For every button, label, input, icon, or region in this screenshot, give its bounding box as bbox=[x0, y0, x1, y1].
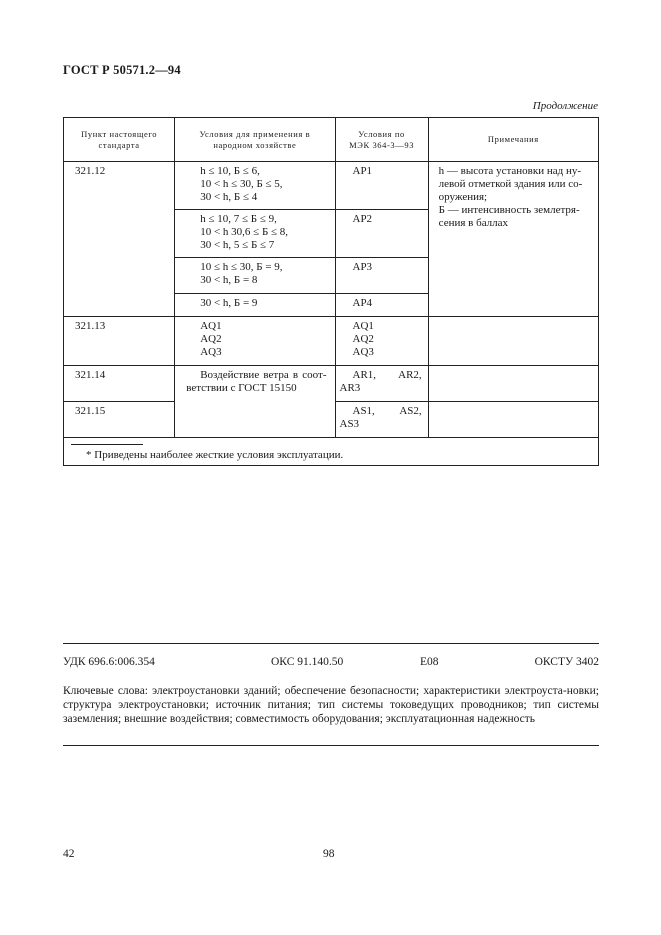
code-line: AR1, AR2, bbox=[352, 369, 422, 381]
table-row bbox=[64, 162, 599, 210]
condition-line: 10 ≤ h ≤ 30, Б = 9, bbox=[200, 261, 283, 273]
notes-cell bbox=[428, 162, 598, 317]
code-line: AQ3 bbox=[352, 346, 374, 358]
document-title: ГОСТ Р 50571.2—94 bbox=[63, 63, 181, 77]
condition-line: h ≤ 10, Б ≤ 6, bbox=[200, 165, 260, 177]
code-line: AR3 bbox=[339, 382, 361, 394]
condition-line: 30 < h, 5 ≤ Б ≤ 7 bbox=[200, 239, 275, 251]
code-cell bbox=[335, 402, 428, 438]
header-clause: Пункт настоящего стандарта bbox=[64, 118, 175, 162]
bottom-divider bbox=[63, 745, 599, 746]
clause-cell: 321.13 bbox=[64, 317, 175, 366]
header-notes: Примечания bbox=[428, 118, 598, 162]
condition-line: 30 < h, Б ≤ 4 bbox=[200, 191, 258, 203]
condition-line: ветствии с ГОСТ 15150 bbox=[186, 382, 297, 394]
conditions-cell bbox=[175, 294, 335, 317]
continuation-label: Продолжение bbox=[532, 100, 598, 112]
clause-cell: 321.14 bbox=[64, 366, 175, 402]
code-cell bbox=[335, 317, 428, 366]
conditions-cell bbox=[175, 317, 335, 366]
conditions-cell bbox=[175, 210, 335, 258]
requirements-table bbox=[63, 117, 599, 466]
table-header-row bbox=[64, 118, 599, 162]
condition-line: h ≤ 10, 7 ≤ Б ≤ 9, bbox=[200, 213, 277, 225]
footnote-text: * Приведены наиболее жесткие условия эксплуатации. bbox=[86, 449, 344, 461]
conditions-cell bbox=[175, 366, 335, 438]
note-line: сения в баллах bbox=[438, 217, 509, 229]
condition-line: AQ2 bbox=[200, 333, 222, 345]
keywords-paragraph: Ключевые слова: электроустановки зданий; обеспечение безопасности; характеристики электроуста-новки; структура электроустановки; источник питания; тип системы токоведущих проводников; тип системы заземления; внешние воздействия; совместимость оборудования; эксплуатационная надежность bbox=[63, 685, 599, 725]
code-cell: AP2 bbox=[335, 210, 428, 258]
code-line: AS3 bbox=[339, 418, 360, 430]
condition-line: AQ1 bbox=[200, 320, 222, 332]
code-line: AQ1 bbox=[352, 320, 374, 332]
condition-line: 30 < h, Б = 8 bbox=[200, 274, 258, 286]
footnote-row bbox=[64, 438, 599, 466]
okstu-code: ОКСТУ 3402 bbox=[534, 656, 599, 668]
note-line: h — высота установки над ну- bbox=[438, 165, 582, 177]
header-conditions: Условия для применения в народном хозяйстве bbox=[175, 118, 335, 162]
conditions-cell bbox=[175, 258, 335, 294]
page-number-center: 98 bbox=[323, 848, 335, 860]
condition-line: Воздействие ветра в соот- bbox=[200, 369, 327, 381]
code-line: AS1, AS2, bbox=[352, 405, 422, 417]
page-number-left: 42 bbox=[63, 848, 75, 860]
code-cell: AP1 bbox=[335, 162, 428, 210]
condition-line: 10 < h 30,6 ≤ Б ≤ 8, bbox=[200, 226, 289, 238]
conditions-cell bbox=[175, 162, 335, 210]
code-cell: AP3 bbox=[335, 258, 428, 294]
note-line: левой отметкой здания или со- bbox=[438, 178, 583, 190]
code-line: AQ2 bbox=[352, 333, 374, 345]
notes-cell-empty bbox=[428, 402, 598, 438]
group-code: Е08 bbox=[420, 656, 439, 668]
condition-line: AQ3 bbox=[200, 346, 222, 358]
condition-line: 10 < h ≤ 30, Б ≤ 5, bbox=[200, 178, 283, 190]
note-line: Б — интенсивность землетря- bbox=[438, 204, 580, 216]
udk-code: УДК 696.6:006.354 bbox=[63, 656, 155, 668]
condition-line: 30 < h, Б = 9 bbox=[200, 297, 258, 309]
code-cell bbox=[335, 366, 428, 402]
notes-cell-empty bbox=[428, 366, 598, 402]
table-row bbox=[64, 366, 599, 402]
top-divider bbox=[63, 643, 599, 644]
footnote-cell bbox=[64, 438, 599, 466]
clause-cell: 321.15 bbox=[64, 402, 175, 438]
code-cell: AP4 bbox=[335, 294, 428, 317]
header-iec-conditions: Условия по МЭК 364-3—93 bbox=[335, 118, 428, 162]
note-line: оружения; bbox=[438, 191, 488, 203]
oks-code: ОКС 91.140.50 bbox=[271, 656, 344, 668]
table-row bbox=[64, 317, 599, 366]
notes-cell-empty bbox=[428, 317, 598, 366]
clause-cell: 321.12 bbox=[64, 162, 175, 317]
